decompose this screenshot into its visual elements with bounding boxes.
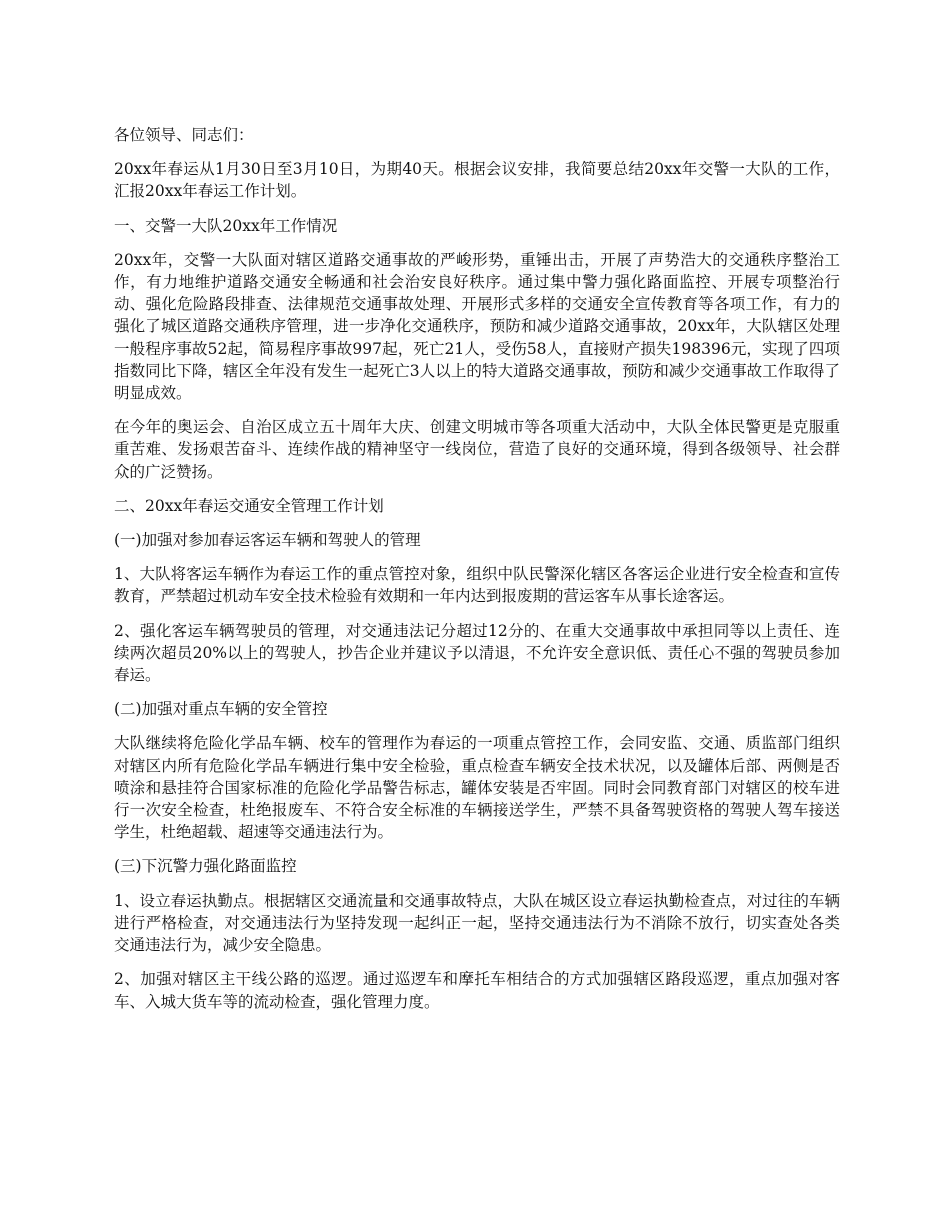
section-heading-2: 二、20xx年春运交通安全管理工作计划 [114, 496, 384, 515]
subsection-heading: (二)加强对重点车辆的安全管控 [114, 700, 328, 719]
section-heading-1: 一、交警一大队20xx年工作情况 [114, 216, 338, 235]
body-paragraph: 1、大队将客运车辆作为春运工作的重点管控对象，组织中队民警深化辖区各客运企业进行安全检查和宣传教育，严禁超过机动车安全技术检验有效期和一年内达到报废期的营运客车从事长途客运。 [114, 565, 840, 606]
salutation: 各位领导、同志们： [114, 126, 254, 144]
body-paragraph: 2、加强对辖区主干线公路的巡逻。通过巡逻车和摩托车相结合的方式加强辖区路段巡逻，重点加强对客车、入城大货车等的流动检查，强化管理力度。 [114, 970, 840, 1011]
body-paragraph: 20xx年，交警一大队面对辖区道路交通事故的严峻形势，重锤出击，开展了声势浩大的交通秩序整治工作，有力地维护道路交通安全畅通和社会治安良好秩序。通过集中警力强化路面监控、开展专项整治行动、强化危险路段排查、法律规范交通事故处理、开展形式多样的交通安全宣传教育等各项工作，有力的强化了城区道路交通秩序管理，进一步净化交通秩序，预防和减少道路交通事故，20xx年，大队辖区处理一般程序事故52起，简易程序事故997起，死亡21人，受伤58人，直接财产损失198396元，实现了四项指数同比下降，辖区全年没有发生一起死亡3人以上的特大道路交通事故，预防和减少交通事故工作取得了明显成效。 [114, 250, 840, 403]
document-body [114, 124, 840, 1025]
body-paragraph: 在今年的奥运会、自治区成立五十周年大庆、创建文明城市等各项重大活动中，大队全体民警更是克服重重苦难、发扬艰苦奋斗、连续作战的精神坚守一线岗位，营造了良好的交通环境，得到各级领导、社会群众的广泛赞扬。 [114, 418, 840, 481]
body-paragraph: 大队继续将危险化学品车辆、校车的管理作为春运的一项重点管控工作，会同安监、交通、质监部门组织对辖区内所有危险化学品车辆进行集中安全检验，重点检查车辆安全技术状况，以及罐体后部、两侧是否喷涂和悬挂符合国家标准的危险化学品警告标志，罐体安装是否牢固。同时会同教育部门对辖区的校车进行一次安全检查，杜绝报废车、不符合安全标准的车辆接送学生，严禁不具备驾驶资格的驾驶人驾车接送学生，杜绝超载、超速等交通违法行为。 [114, 734, 840, 842]
subsection-heading: (三)下沉警力强化路面监控 [114, 857, 297, 876]
subsection-heading: (一)加强对参加春运客运车辆和驾驶人的管理 [114, 531, 421, 550]
body-paragraph: 1、设立春运执勤点。根据辖区交通流量和交通事故特点，大队在城区设立春运执勤检查点，对过往的车辆进行严格检查，对交通违法行为坚持发现一起纠正一起，坚持交通违法行为不消除不放行，切实查处各类交通违法行为，减少安全隐患。 [114, 891, 840, 955]
body-paragraph: 2、强化客运车辆驾驶员的管理，对交通违法记分超过12分的、在重大交通事故中承担同等以上责任、连续两次超员20%以上的驾驶人，抄告企业并建议予以清退，不允许安全意识低、责任心不强的驾驶员参加春运。 [114, 621, 840, 685]
intro-paragraph: 20xx年春运从1月30日至3月10日，为期40天。根据会议安排，我简要总结20xx年交警一大队的工作，汇报20xx年春运工作计划。 [114, 160, 840, 201]
